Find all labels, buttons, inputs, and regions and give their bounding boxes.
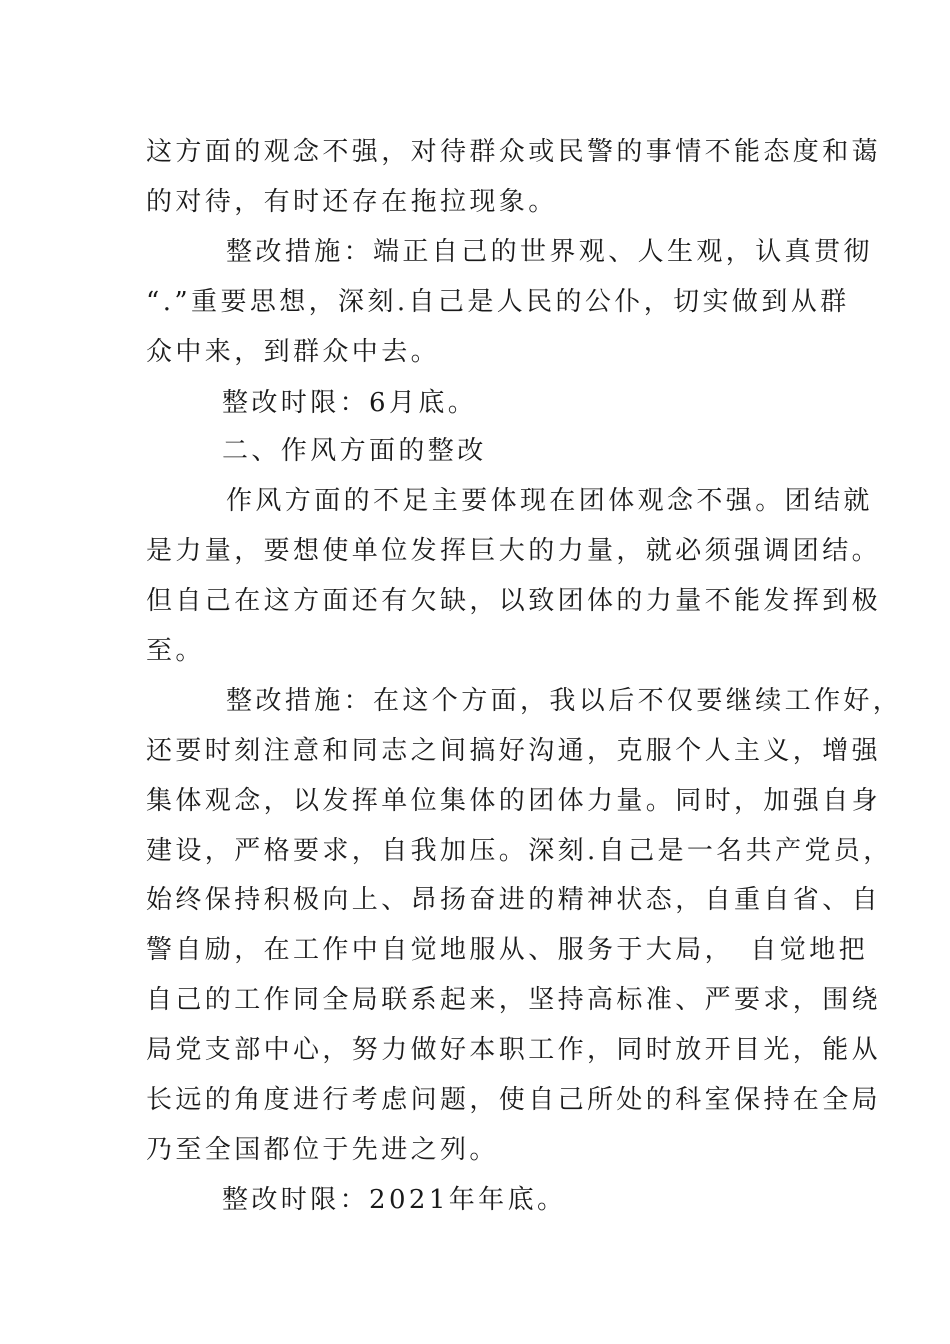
text-line: 还要时刻注意和同志之间搞好沟通，克服个人主义，增强 — [146, 736, 882, 766]
text-line: 始终保持积极向上、昂扬奋进的精神状态，自重自省、自 — [146, 885, 882, 915]
text-line: 警自励，在工作中自觉地服从、服务于大局， 自觉地把 — [146, 935, 869, 965]
text-line: 乃至全国都位于先进之列。 — [146, 1135, 499, 1165]
text-line: 集体观念，以发挥单位集体的团体力量。同时，加强自身 — [146, 786, 882, 816]
section-heading: 二、作风方面的整改 — [222, 436, 487, 466]
text-line: 但自己在这方面还有欠缺，以致团体的力量不能发挥到极 — [146, 586, 882, 616]
text-line: 这方面的观念不强，对待群众或民警的事情不能态度和蔼 — [146, 137, 882, 167]
text-line: 整改时限：6月底。 — [222, 388, 478, 418]
text-line: 建设，严格要求，自我加压。深刻.自己是一名共产党员， — [146, 836, 893, 866]
text-line: 是力量，要想使单位发挥巨大的力量，就必须强调团结。 — [146, 536, 882, 566]
text-line: 整改措施：端正自己的世界观、人生观，认真贯彻 — [226, 237, 873, 267]
text-line: 众中来，到群众中去。 — [146, 337, 441, 367]
text-line: 整改时限：2021年年底。 — [222, 1185, 567, 1215]
text-line: 长远的角度进行考虑问题，使自己所处的科室保持在全局 — [146, 1085, 882, 1115]
text-line: 至。 — [146, 636, 205, 666]
text-line: 的对待，有时还存在拖拉现象。 — [146, 187, 558, 217]
text-line: 自己的工作同全局联系起来，坚持高标准、严要求，围绕 — [146, 985, 882, 1015]
text-line: 局党支部中心，努力做好本职工作，同时放开目光，能从 — [146, 1035, 882, 1065]
text-line: 作风方面的不足主要体现在团体观念不强。团结就 — [226, 486, 873, 516]
text-line: “.”重要思想，深刻.自己是人民的公仆，切实做到从群 — [146, 287, 850, 317]
text-line: 整改措施：在这个方面，我以后不仅要继续工作好， — [226, 686, 903, 716]
